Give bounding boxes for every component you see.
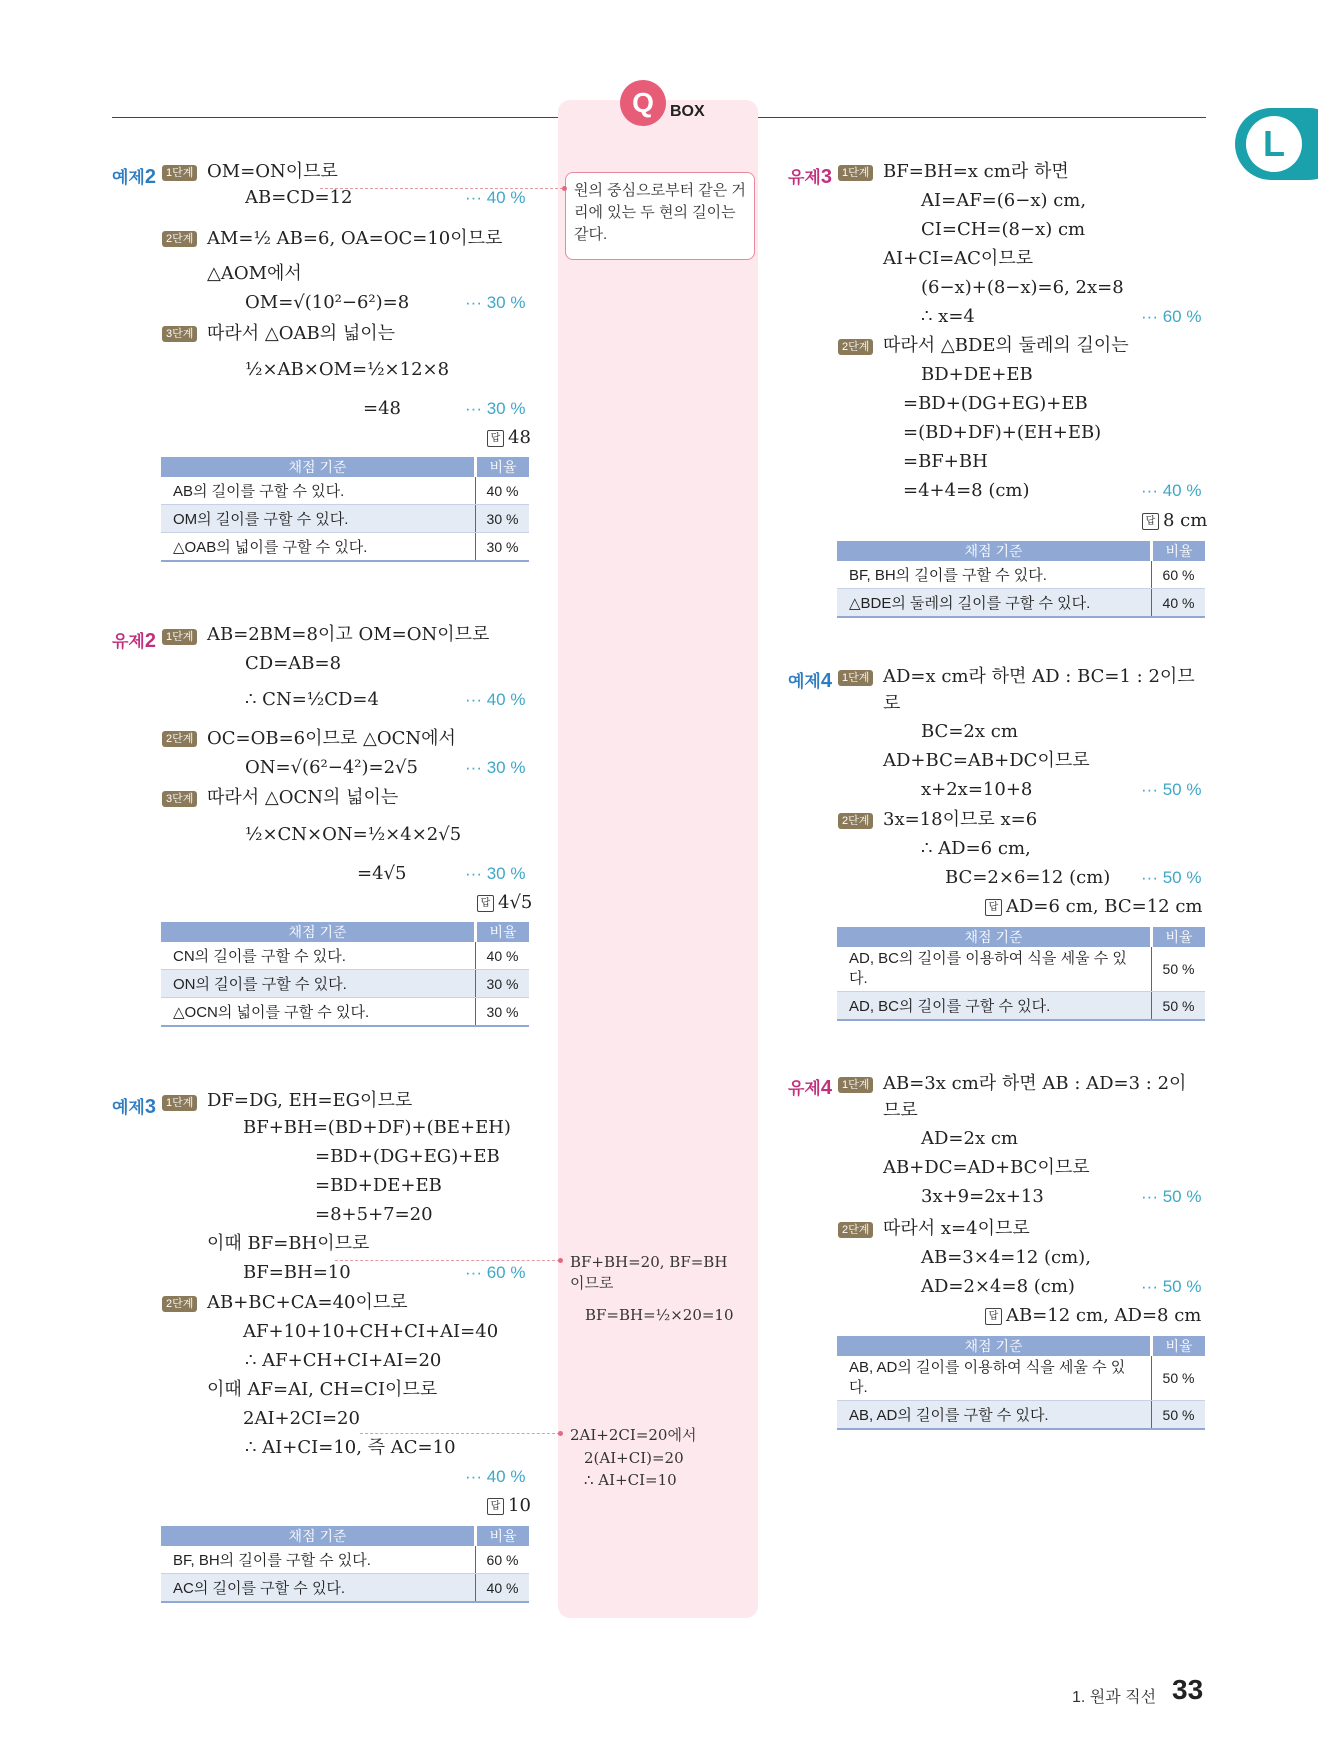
criteria-cell: △OCN의 넓이를 구할 수 있다. [161, 998, 476, 1027]
practice-4-label: 유제4 [788, 1077, 832, 1099]
ex2-percent1: ··· 40 % [465, 188, 526, 207]
yu2-percent3: ··· 30 % [465, 864, 526, 883]
connector-dot [558, 1431, 563, 1436]
criteria-header: 채점 기준 [837, 927, 1152, 947]
q-box-badge: Q [620, 80, 666, 126]
criteria-cell: AC의 길이를 구할 수 있다. [161, 1574, 476, 1603]
example-4-label: 예제4 [788, 670, 832, 692]
step1-badge: 1단계 [162, 165, 197, 181]
yu2-line7: ½×CN×ON=½×4×2√5 [245, 824, 462, 845]
ex3-line11: 이때 AF=AI, CH=CI이므로 [207, 1379, 438, 1400]
ex2-line2: AB=CD=12 [245, 187, 353, 208]
ratio-cell: 40 % [476, 477, 530, 505]
step1-badge: 1단계 [838, 670, 873, 686]
yu2-answer: 답 4√5 [477, 889, 532, 917]
ratio-cell: 40 % [476, 942, 530, 970]
ratio-header: 비율 [1152, 541, 1206, 561]
q-note-3c: ∴ AI+CI=10 [584, 1471, 677, 1489]
step1-badge: 1단계 [162, 629, 197, 645]
ex3-line9: AF+10+10+CH+CI+AI=40 [243, 1321, 499, 1342]
ex3-line10: ∴ AF+CH+CI+AI=20 [245, 1350, 442, 1371]
answer-icon: 답 [1142, 513, 1159, 530]
ex2-criteria-table [161, 457, 529, 562]
yu3-line6: ∴ x=4 [921, 306, 975, 327]
criteria-cell: CN의 길이를 구할 수 있다. [161, 942, 476, 970]
yu2-percent2: ··· 30 % [465, 758, 526, 777]
ratio-cell: 60 % [1152, 561, 1206, 589]
practice-3-label: 유제3 [788, 166, 832, 188]
q-note-1-connector [320, 188, 563, 189]
criteria-cell: △BDE의 둘레의 길이를 구할 수 있다. [837, 589, 1152, 618]
ex4-line1b: 로 [883, 693, 901, 713]
ratio-cell: 30 % [476, 505, 530, 533]
yu3-line1: BF=BH=x cm라 하면 [883, 161, 1069, 182]
ratio-cell: 50 % [1152, 992, 1206, 1021]
ratio-cell: 30 % [476, 533, 530, 562]
yu3-percent2: ··· 40 % [1141, 481, 1202, 500]
step3-badge: 3단계 [162, 326, 197, 342]
yu3-line11: =BF+BH [903, 451, 988, 472]
ratio-cell: 50 % [1152, 1356, 1206, 1401]
yu4-line3: AB+DC=AD+BC이므로 [883, 1157, 1090, 1178]
ex2-line7: ½×AB×OM=½×12×8 [245, 359, 450, 380]
yu3-line9: =BD+(DG+EG)+EB [903, 393, 1088, 414]
ex2-line6: 따라서 △OAB의 넓이는 [207, 323, 395, 344]
ex4-criteria-table [837, 927, 1205, 1021]
yu2-criteria-table [161, 922, 529, 1027]
q-box-label: BOX [670, 103, 705, 120]
ex4-line2: BC=2x cm [921, 721, 1018, 742]
ex3-line7: BF=BH=10 [243, 1262, 351, 1283]
ratio-cell: 30 % [476, 998, 530, 1027]
q-note-2a: BF+BH=20, BF=BH [570, 1253, 728, 1271]
example-3-label: 예제3 [112, 1096, 156, 1118]
q-note-2b: 이므로 [570, 1275, 614, 1292]
chapter-title: 1. 원과 직선 [1072, 1689, 1157, 1706]
criteria-header: 채점 기준 [161, 922, 476, 942]
yu3-percent1: ··· 60 % [1141, 307, 1202, 326]
yu3-line5: (6−x)+(8−x)=6, 2x=8 [921, 277, 1124, 298]
yu3-line2: AI=AF=(6−x) cm, [921, 190, 1087, 211]
ex2-line4: △AOM에서 [207, 263, 302, 284]
criteria-cell: AB, AD의 길이를 구할 수 있다. [837, 1401, 1152, 1430]
criteria-cell: AD, BC의 길이를 구할 수 있다. [837, 992, 1152, 1021]
ex4-percent1: ··· 50 % [1141, 780, 1202, 799]
q-box-column [558, 100, 758, 1618]
ex3-line6: 이때 BF=BH이므로 [207, 1233, 370, 1254]
ex3-percent2: ··· 40 % [465, 1467, 526, 1486]
ex2-line3: AM=½ AB=6, OA=OC=10이므로 [207, 228, 503, 249]
step2-badge: 2단계 [838, 339, 873, 355]
ratio-cell: 40 % [476, 1574, 530, 1603]
yu4-percent2: ··· 50 % [1141, 1277, 1202, 1296]
ex2-line8: =48 [363, 398, 401, 419]
practice-2-label: 유제2 [112, 630, 156, 652]
yu3-line3: CI=CH=(8−x) cm [921, 219, 1086, 240]
ratio-header: 비율 [1152, 1336, 1206, 1356]
ex4-line3: AD+BC=AB+DC이므로 [883, 750, 1090, 771]
side-tab-circle: L [1246, 116, 1302, 172]
ex4-line1: AD=x cm라 하면 AD : BC=1 : 2이므 [883, 666, 1195, 687]
criteria-header: 채점 기준 [161, 457, 476, 477]
yu2-line4: OC=OB=6이므로 △OCN에서 [207, 728, 456, 749]
yu3-criteria-table [837, 541, 1205, 618]
yu2-percent1: ··· 40 % [465, 690, 526, 709]
ex2-line5: OM=√(10²−6²)=8 [245, 292, 410, 313]
yu4-line7: AD=2×4=8 (cm) [921, 1276, 1075, 1297]
q-note-2c: BF=BH=½×20=10 [585, 1306, 734, 1324]
yu4-line1b: 므로 [883, 1100, 918, 1120]
ex2-percent2: ··· 30 % [465, 293, 526, 312]
q-note-1: 원의 중심으로부터 같은 거리에 있는 두 현의 길이는 같다. [574, 182, 746, 243]
yu3-line10: =(BD+DF)+(EH+EB) [903, 422, 1102, 443]
yu4-percent1: ··· 50 % [1141, 1187, 1202, 1206]
yu4-line1: AB=3x cm라 하면 AB : AD=3 : 2이 [883, 1073, 1187, 1094]
ratio-cell: 50 % [1152, 947, 1206, 992]
yu4-line5: 따라서 x=4이므로 [883, 1218, 1030, 1239]
step2-badge: 2단계 [162, 1296, 197, 1312]
ratio-header: 비율 [1152, 927, 1206, 947]
yu3-answer: 답 8 cm [1142, 507, 1207, 535]
step3-badge: 3단계 [162, 791, 197, 807]
ratio-cell: 60 % [476, 1546, 530, 1574]
connector-dot [558, 1258, 563, 1263]
step2-badge: 2단계 [162, 231, 197, 247]
ex4-line4: x+2x=10+8 [921, 779, 1033, 800]
answer-icon: 답 [477, 895, 494, 912]
step2-badge: 2단계 [162, 731, 197, 747]
ex2-line1: OM=ON이므로 [207, 161, 338, 182]
ex2-percent3: ··· 30 % [465, 399, 526, 418]
ex3-percent1: ··· 60 % [465, 1263, 526, 1282]
criteria-header: 채점 기준 [837, 541, 1152, 561]
page-number: 33 [1172, 1674, 1204, 1705]
ratio-header: 비율 [476, 1526, 530, 1546]
yu2-line3: ∴ CN=½CD=4 [245, 689, 379, 710]
criteria-header: 채점 기준 [161, 1526, 476, 1546]
step2-badge: 2단계 [838, 1222, 873, 1238]
yu2-line6: 따라서 △OCN의 넓이는 [207, 787, 399, 808]
ex3-line4: =BD+DE+EB [315, 1175, 442, 1196]
step1-badge: 1단계 [162, 1095, 197, 1111]
ex3-line5: =8+5+7=20 [315, 1204, 433, 1225]
yu3-line12: =4+4=8 (cm) [903, 480, 1030, 501]
ratio-cell: 50 % [1152, 1401, 1206, 1430]
criteria-cell: BF, BH의 길이를 구할 수 있다. [837, 561, 1152, 589]
q-note-2-connector [335, 1260, 560, 1261]
ex4-answer: 답 AD=6 cm, BC=12 cm [985, 893, 1202, 921]
ex3-line3: =BD+(DG+EG)+EB [315, 1146, 500, 1167]
ex4-line7: BC=2×6=12 (cm) [945, 867, 1111, 888]
answer-icon: 답 [487, 430, 504, 447]
ex3-line1: DF=DG, EH=EG이므로 [207, 1090, 413, 1111]
q-note-3a: 2AI+2CI=20에서 [570, 1426, 697, 1444]
answer-icon: 답 [487, 1498, 504, 1515]
criteria-cell: AD, BC의 길이를 이용하여 식을 세울 수 있다. [837, 947, 1152, 992]
ratio-cell: 40 % [1152, 589, 1206, 618]
yu4-line4: 3x+9=2x+13 [921, 1186, 1044, 1207]
ex3-line2: BF+BH=(BD+DF)+(BE+EH) [243, 1117, 511, 1138]
ratio-header: 비율 [476, 922, 530, 942]
yu4-line6: AB=3×4=12 (cm), [921, 1247, 1091, 1268]
ex3-line13: ∴ AI+CI=10, 즉 AC=10 [245, 1437, 456, 1458]
criteria-cell: OM의 길이를 구할 수 있다. [161, 505, 476, 533]
step1-badge: 1단계 [838, 165, 873, 181]
yu2-line2: CD=AB=8 [245, 653, 342, 674]
yu4-answer: 답 AB=12 cm, AD=8 cm [985, 1302, 1201, 1330]
answer-icon: 답 [985, 1308, 1002, 1325]
yu3-line4: AI+CI=AC이므로 [883, 248, 1034, 269]
yu3-line7: 따라서 △BDE의 둘레의 길이는 [883, 335, 1129, 356]
q-note-3-connector [360, 1433, 560, 1434]
criteria-header: 채점 기준 [837, 1336, 1152, 1356]
yu2-line5: ON=√(6²−4²)=2√5 [245, 757, 418, 778]
criteria-cell: AB, AD의 길이를 이용하여 식을 세울 수 있다. [837, 1356, 1152, 1401]
criteria-cell: ON의 길이를 구할 수 있다. [161, 970, 476, 998]
top-rule-right [758, 117, 1206, 118]
ex4-percent2: ··· 50 % [1141, 868, 1202, 887]
q-note-3b: 2(AI+CI)=20 [584, 1449, 684, 1467]
ex4-line6: ∴ AD=6 cm, [921, 838, 1031, 859]
ex3-answer: 답 10 [487, 1492, 531, 1520]
step1-badge: 1단계 [838, 1077, 873, 1093]
top-rule-left [112, 117, 558, 118]
ex3-line12: 2AI+2CI=20 [243, 1408, 360, 1429]
example-2-label: 예제2 [112, 166, 156, 188]
criteria-cell: AB의 길이를 구할 수 있다. [161, 477, 476, 505]
yu2-line8: =4√5 [357, 863, 407, 884]
yu4-line2: AD=2x cm [921, 1128, 1018, 1149]
ex4-line5: 3x=18이므로 x=6 [883, 809, 1038, 830]
ratio-header: 비율 [476, 457, 530, 477]
yu4-criteria-table [837, 1336, 1205, 1430]
criteria-cell: △OAB의 넓이를 구할 수 있다. [161, 533, 476, 562]
yu3-line8: BD+DE+EB [921, 364, 1033, 385]
answer-icon: 답 [985, 899, 1002, 916]
step2-badge: 2단계 [838, 813, 873, 829]
ex3-line8: AB+BC+CA=40이므로 [207, 1292, 408, 1313]
yu2-line1: AB=2BM=8이고 OM=ON이므로 [207, 624, 490, 645]
connector-dot [562, 186, 567, 191]
criteria-cell: BF, BH의 길이를 구할 수 있다. [161, 1546, 476, 1574]
ex3-criteria-table [161, 1526, 529, 1603]
ratio-cell: 30 % [476, 970, 530, 998]
ex2-answer: 답 48 [487, 424, 531, 452]
